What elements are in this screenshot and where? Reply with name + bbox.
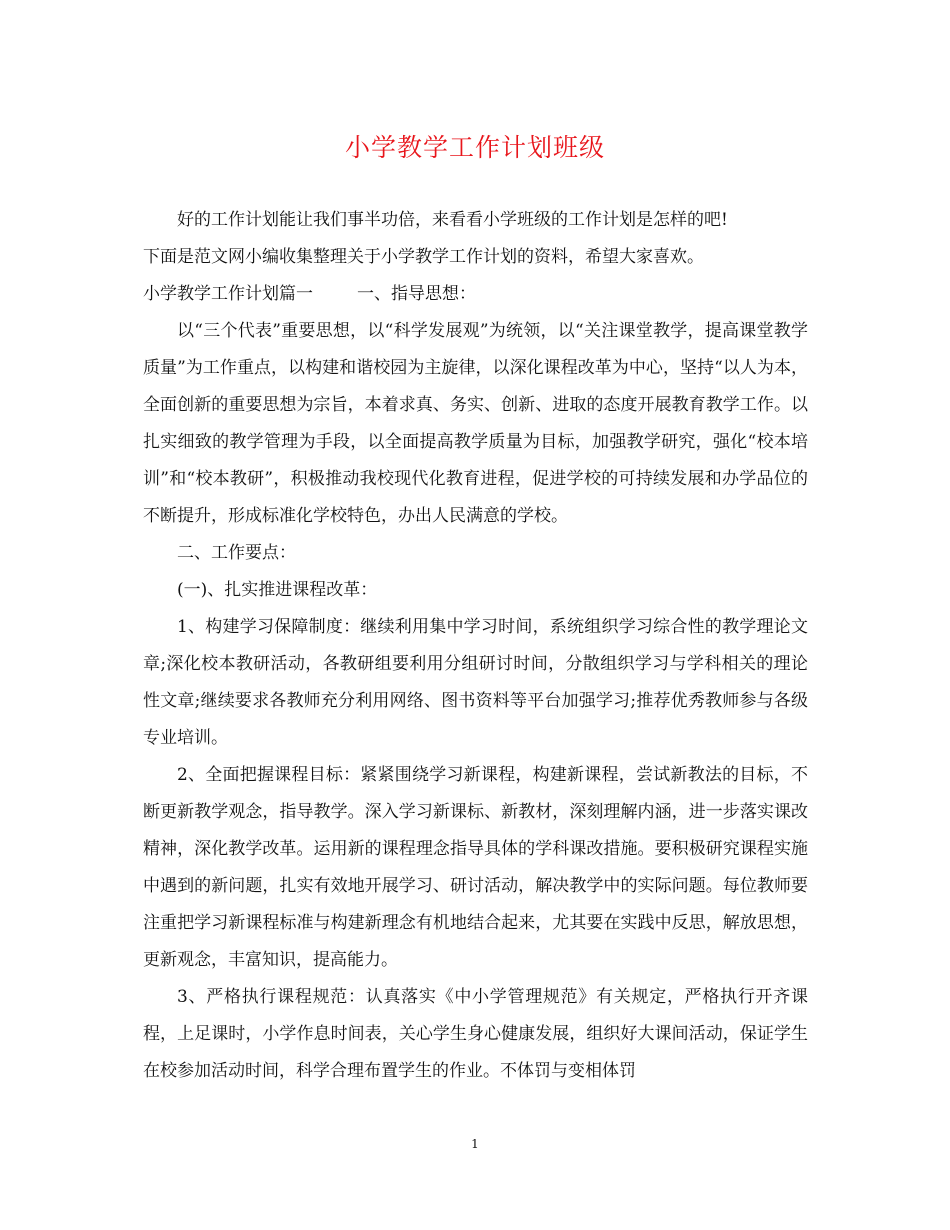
intro-block	[143, 202, 808, 313]
section-subheading: 一、指导思想：	[357, 284, 476, 304]
paragraph-guiding-ideas: 以“三个代表”重要思想，以“科学发展观”为统领，以“关注课堂教学，提高课堂教学质量”为工作重点，以构建和谐校园为主旋律，以深化课程改革为中心，坚持“以人为本，全面创新的重要思想为宗旨，本着求真、务实、创新、进取的态度开展教育教学工作。以扎实细致的教学管理为手段，以全面提高教学质量为目标，加强教学研究，强化“校本培训”和“校本教研”，积极推动我校现代化教育进程，促进学校的可持续发展和办学品位的不断提升，形成标准化学校特色，办出人民满意的学校。	[143, 321, 808, 526]
heading-curriculum-reform: (一)、扎实推进课程改革：	[177, 580, 378, 600]
paragraph-curriculum-norms: 3、严格执行课程规范：认真落实《中小学管理规范》有关规定，严格执行开齐课程，上足课时，小学作息时间表，关心学生身心健康发展，组织好大课间活动，保证学生在校参加活动时间，科学合理布置学生的作业。不体罚与变相体罚	[143, 987, 808, 1081]
intro-line-2: 下面是范文网小编收集整理关于小学教学工作计划的资料，希望大家喜欢。	[143, 247, 704, 267]
paragraph-learning-system: 1、构建学习保障制度：继续利用集中学习时间，系统组织学习综合性的教学理论文章;深化校本教研活动，各教研组要利用分组研讨时间，分散组织学习与学科相关的理论性文章;继续要求各教师充分利用网络、图书资料等平台加强学习;推荐优秀教师参与各级专业培训。	[143, 617, 808, 748]
heading-work-points: 二、工作要点：	[177, 543, 296, 563]
section-heading: 小学教学工作计划篇一	[143, 284, 313, 304]
paragraph-curriculum-goals: 2、全面把握课程目标：紧紧围绕学习新课程，构建新课程，尝试新教法的目标，不断更新教学观念，指导教学。深入学习新课标、新教材，深刻理解内涵，进一步落实课改精神，深化教学改革。运用新的课程理念指导具体的学科课改措施。要积极研究课程实施中遇到的新问题，扎实有效地开展学习、研讨活动，解决教学中的实际问题。每位教师要注重把学习新课程标准与构建新理念有机地结合起来，尤其要在实践中反思，解放思想，更新观念，丰富知识，提高能力。	[143, 765, 808, 970]
section-heading-line	[143, 276, 808, 313]
document-title: 小学教学工作计划班级	[344, 133, 605, 162]
intro-line-1: 好的工作计划能让我们事半功倍，来看看小学班级的工作计划是怎样的吧!	[177, 210, 728, 230]
main-body	[143, 313, 808, 1090]
page-number: 1	[471, 1137, 479, 1151]
